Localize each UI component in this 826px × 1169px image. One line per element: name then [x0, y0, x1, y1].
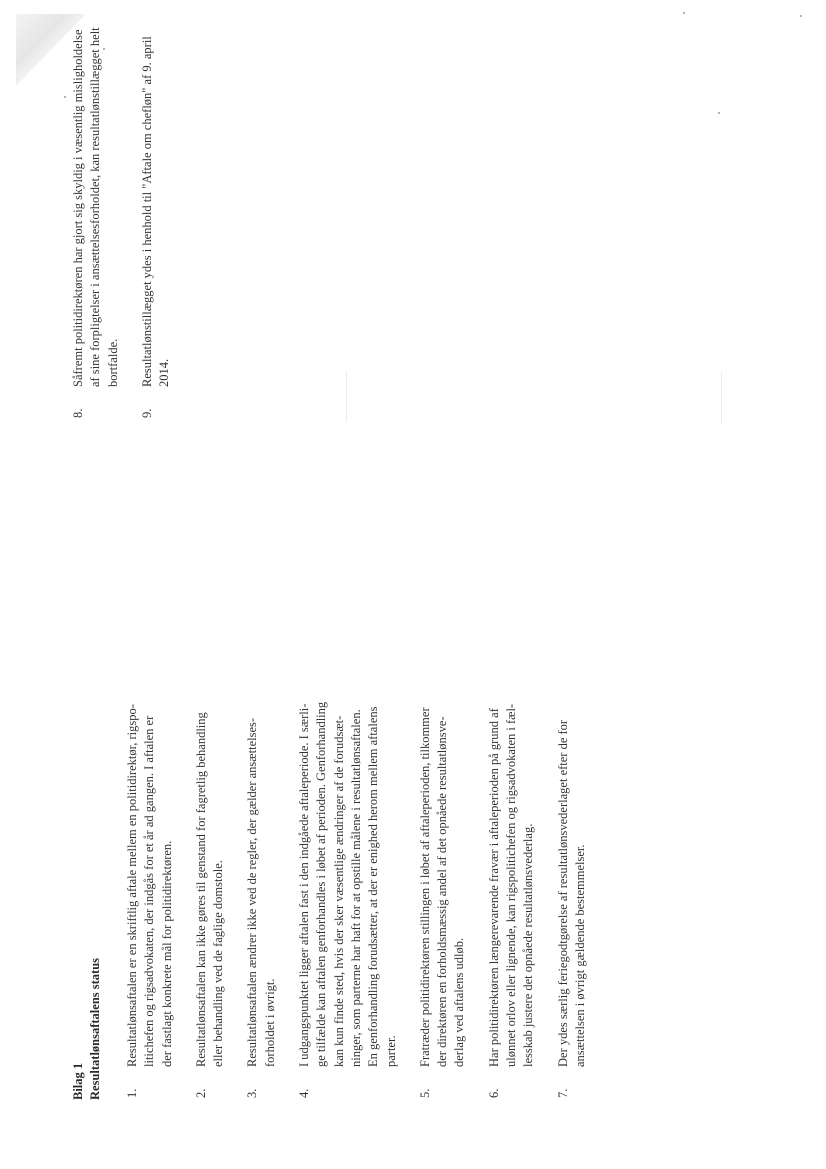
document-title: Resultatlønsaftalens status	[88, 957, 102, 1100]
appendix-label: Bilag 1	[71, 1062, 85, 1100]
clause-text-line: I udgangspunktet ligger aftalen fast i den indgåede aftaleperiode. I særli-	[297, 703, 312, 1067]
clause-text-line: Har politidirektøren længerevarende fravær i aftaleperioden på grund af	[486, 708, 501, 1067]
clause-text-line: bortfalde.	[105, 338, 120, 387]
clause-text-line: forholdet i øvrigt.	[262, 978, 277, 1067]
clause-item	[193, 560, 228, 1100]
clause-number: 4.	[297, 1088, 312, 1098]
clause-text-line: litichefen og rigsadvokaten, der indgås for et år ad gangen. I aftalen er	[142, 715, 157, 1067]
clause-item	[486, 560, 538, 1100]
clause-text-line: Resultatlønsaftalen ændrer ikke ved de regler, der gælder ansættelses-	[245, 717, 260, 1067]
clause-text-line: parter.	[383, 1035, 398, 1067]
clause-text-line: der fastlagt konkrete mål for politidirektøren.	[159, 840, 174, 1067]
clause-number: 3.	[245, 1088, 260, 1098]
clause-list	[124, 560, 589, 1100]
clause-number: 6.	[486, 1088, 501, 1098]
clause-text-line: ulønnet orlov eller lignende, kan rigspolitichefen og rigsadvokaten i fæl-	[504, 703, 519, 1067]
clause-text-line: lesskab justere det opnåede resultatlønsvederlag.	[521, 823, 536, 1067]
clause-item	[139, 36, 174, 420]
right-column	[70, 27, 190, 420]
clause-text-line: kan kun finde sted, hvis der sker væsentlige ændringer af de forudsæt-	[331, 715, 346, 1067]
clause-number: 8.	[71, 408, 85, 418]
clause-text-line: ansættelsen i øvrigt gældende bestemmelser.	[572, 844, 587, 1067]
clause-item	[124, 560, 176, 1100]
clause-number: 5.	[417, 1088, 432, 1098]
clause-list	[70, 27, 173, 420]
scan-speck	[683, 12, 685, 14]
clause-text-line: af sine forpligtelser i ansættelsesforholdet, kan resultatlønstillægget helt	[88, 27, 103, 387]
clause-text-line: derlag ved aftalens udløb.	[452, 937, 467, 1067]
clause-text-line: Resultatlønsaftalen er en skriftlig aftale mellem en politidirektør, rigspo-	[125, 704, 139, 1067]
clause-number: 2.	[193, 1088, 208, 1098]
clause-text-line: En genforhandling forudsætter, at der er enighed herom mellem aftalens	[366, 706, 381, 1067]
clause-text-line: Resultatlønstillægget ydes i henhold til "Aftale om chefløn" af 9. april	[139, 36, 154, 387]
clause-text-line: ninger, som parterne har haft for at opstille målene i resultatlønsaftalen.	[348, 709, 363, 1067]
clause-text-line: 2014.	[157, 358, 172, 387]
clause-number: 1.	[125, 1088, 139, 1098]
scan-speck	[64, 96, 66, 98]
clause-item	[244, 560, 279, 1100]
clause-item	[417, 560, 469, 1100]
clause-text-line: Resultatlønsaftalen kan ikke gøres til genstand for fagretlig behandling	[193, 712, 208, 1067]
clause-text-line: Såfremt politidirektøren har gjort sig skyldig i væsentlig misligholdelse	[71, 29, 85, 387]
clause-text-line: ge tilfælde kan aftalen genforhandles i løbet af perioden. Genforhandling	[314, 701, 329, 1067]
clause-text-line: Der ydes særlig feriegodtgørelse af resultatlønsvederlaget efter de for	[555, 719, 570, 1067]
clause-number: 7.	[555, 1088, 570, 1098]
scan-speck	[800, 15, 802, 17]
clause-text-line: der direktøren en forholdsmæssig andel af det opnåede resultatlønsve-	[435, 716, 450, 1067]
rotated-document-page	[70, 27, 790, 1100]
clause-item	[555, 560, 590, 1100]
left-column	[70, 560, 606, 1100]
clause-text-line: Fratræder politidirektøren stillingen i løbet af aftaleperioden, tilkommer	[417, 707, 432, 1067]
clause-number: 9.	[139, 408, 154, 418]
clause-text-line: eller behandling ved de faglige domstole.	[211, 860, 226, 1067]
clause-item	[296, 560, 400, 1100]
clause-item	[70, 27, 122, 420]
